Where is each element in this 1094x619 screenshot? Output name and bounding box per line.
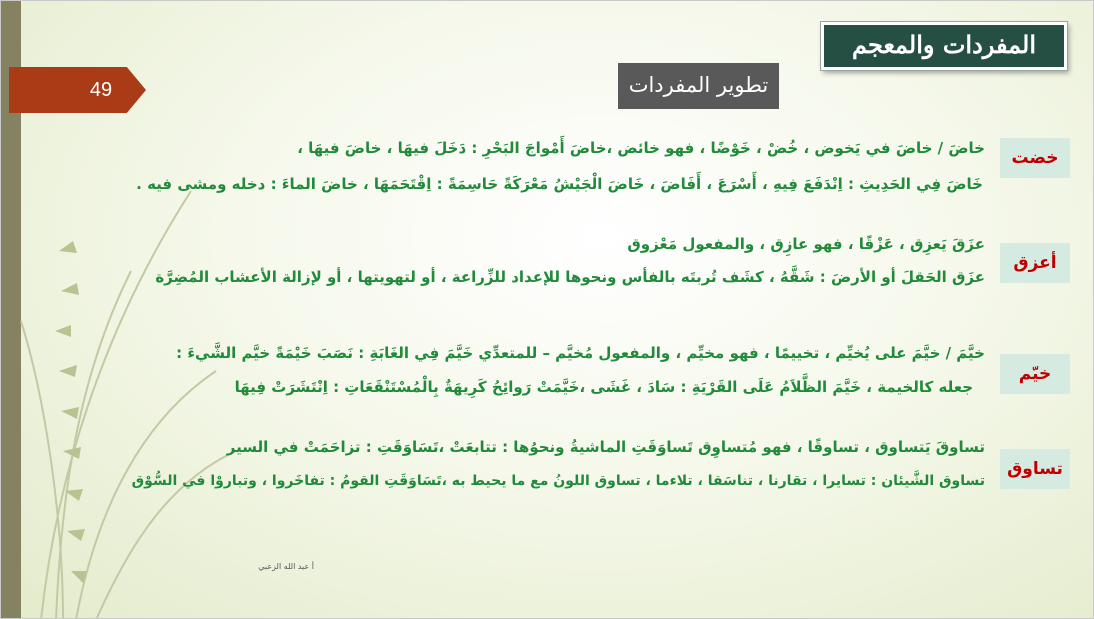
- entry-line: خيَّمَ / خيَّمَ على يُخيِّم ، تخييمًا ، فهو مخيِّم ، والمفعول مُخيَّم – للمتعدِّي خَيَّمَ فِي الغَابَةِ : نَصَبَ خَيْمَةً خيَّم الشَّيءَ :: [176, 344, 985, 362]
- page-number: 49: [89, 79, 113, 101]
- entry-line: خَاضَ فِي الحَدِيثِ : اِنْدَفَعَ فِيهِ ، أَسْرَعَ ، أَفَاضَ ، خَاضَ الْجَيْشُ مَعْرَكَةً حَاسِمَةً : اِقْتَحَمَهَا ، خاضَ الماءَ : دخله ومشى فيه .: [136, 175, 983, 193]
- entry-line: عزَق الحَقلَ أو الأرضَ : شَقَّهُ ، كشَف تُربتَه بالفأس ونحوها للإعداد للزِّراعة ، أو لتهويتها ، أو لإزالة الأعشاب المُضِرَّة: [155, 268, 985, 286]
- page-number-tab: [9, 67, 146, 113]
- entry-line: عزَقَ يَعزِق ، عَزْقًا ، فهو عازِق ، والمفعول مَعْزوق: [627, 235, 985, 253]
- term-aazaq: أعزق: [1000, 243, 1070, 283]
- entry-line: تساوقَ يَتساوق ، تساوقًا ، فهو مُتساوِق تَساوَقَتِ الماشيةُ ونحوُها : تتابعَتْ ،تَسَاوَقَتِ : تزاحَمَتْ في السير: [226, 438, 985, 456]
- entry-line: خاضَ / خاضَ في يَخوض ، خُضْ ، خَوْضًا ، فهو خائض ،خاضَ أَمْواجَ البَحْرِ : دَخَلَ فيهَا ، خاضَ فيهَا ،: [297, 139, 985, 157]
- slide-title: المفردات والمعجم: [821, 22, 1067, 70]
- term-tasawaq: تساوق: [1000, 449, 1070, 489]
- entry-line: تساوق الشَّيئان : تسايرا ، تقارنا ، تناسَقا ، تلاءما ، تساوق اللونُ مع ما يحيط به ،تَسَاوَقَتِ القومُ : تفاخَروا ، وتباروْا في السُّوْق: [131, 473, 985, 489]
- slide-subtitle: تطوير المفردات: [618, 63, 779, 109]
- author-credit: أ عبد الله الزعبي: [258, 562, 314, 571]
- term-khudt: خضت: [1000, 138, 1070, 178]
- entry-line: جعله كالخيمة ، خَيَّمَ الظَّلاَمُ عَلَى القَرْيَةِ : سَادَ ، غَشَى ،خَيَّمَتْ رَوائِحُ كَرِيهَةٌ بِالْمُسْتَنْقَعَاتِ : اِنْتَشَرَتْ فِيهَا: [234, 378, 973, 396]
- term-khayyam: خيّم: [1000, 354, 1070, 394]
